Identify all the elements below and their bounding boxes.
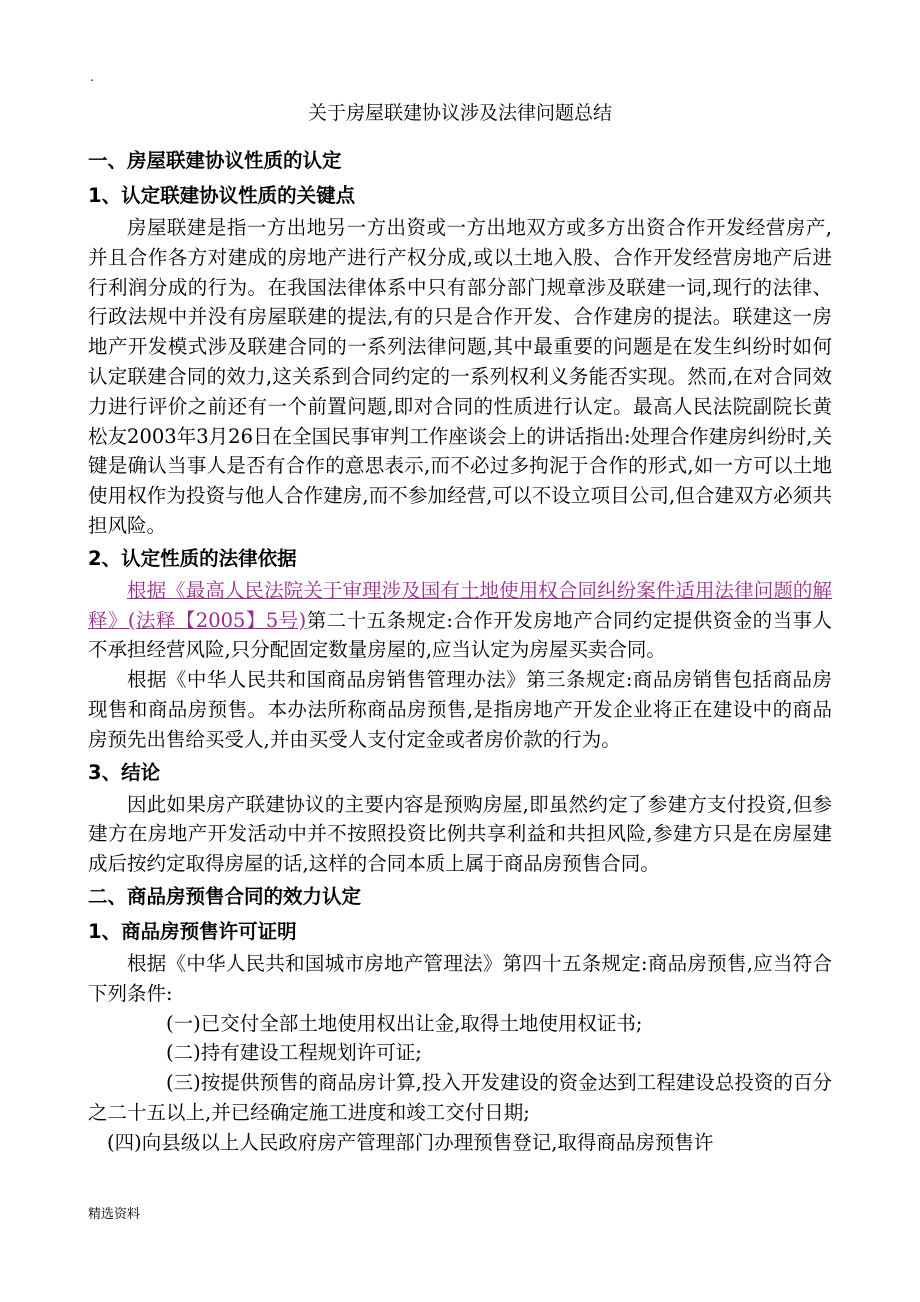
subheading-1-1: 1、认定联建协议性质的关键点 [88, 184, 356, 207]
paragraph-legal-basis-1 [88, 576, 832, 665]
judicial-interpretation-link[interactable]: 根据《最高人民法院关于审理涉及国有土地使用权合同纠纷案件适用法律问题的解释》(法释【2005】5号) [88, 578, 832, 632]
page-marker: . [90, 70, 94, 84]
section-heading-2: 二、商品房预售合同的效力认定 [88, 884, 362, 908]
page-footer: 精选资料 [88, 1207, 141, 1222]
document-title: 关于房屋联建协议涉及法律问题总结 [307, 102, 612, 124]
condition-item-1: (一)已交付全部土地使用权出让金,取得土地使用权证书; [166, 1011, 643, 1035]
document-body [88, 143, 832, 1158]
paragraph-presale-permit: 根据《中华人民共和国城市房地产管理法》第四十五条规定:商品房预售,应当符合下列条件: [88, 951, 832, 1005]
subheading-2-1: 1、商品房预售许可证明 [88, 919, 297, 943]
section-heading-1: 一、房屋联建协议性质的认定 [88, 149, 342, 172]
subheading-1-2: 2、认定性质的法律依据 [88, 546, 297, 570]
condition-item-3: (三)按提供预售的商品房计算,投入开发建设的资金达到工程建设总投资的百分之二十五以上,并已经确定施工进度和竣工交付日期; [88, 1071, 832, 1124]
paragraph-legal-basis-1-text: 第二十五条规定:合作开发房地产合同约定提供资金的当事人不承担经营风险,只分配固定数量房屋的,应当认定为房屋买卖合同。 [88, 608, 833, 662]
paragraph-legal-basis-2: 根据《中华人民共和国商品房销售管理办法》第三条规定:商品房销售包括商品房现售和商品房预售。本办法所称商品房预售,是指房地产开发企业将正在建设中的商品房预先出售给买受人,并由买受人支付定金或者房价款的行为。 [88, 668, 832, 751]
subheading-1-3: 3、结论 [88, 760, 161, 784]
paragraph-key-points: 房屋联建是指一方出地另一方出资或一方出地双方或多方出资合作开发经营房产,并且合作各方对建成的房地产进行产权分成,或以土地入股、合作开发经营房地产后进行利润分成的行为。在我国法律体系中只有部分部门规章涉及联建一词,现行的法律、行政法规中并没有房屋联建的提法,有的只是合作开发、合作建房的提法。联建这一房地产开发模式涉及联建合同的一系列法律问题,其中最重要的问题是在发生纠纷时如何认定联建合同的效力,这关系到合同约定的一系列权利义务能否实现。然而,在对合同效力进行评价之前还有一个前置问题,即对合同的性质进行认定。最高人民法院副院长黄松友2003年3月26日在全国民事审判工作座谈会上的讲话指出:处理合作建房纠纷时,关键是确认当事人是否有合作的意思表示,而不必过多拘泥于合作的形式,如一方可以土地使用权作为投资与他人合作建房,而不参加经营,可以不设立项目公司,但合建双方必须共担风险。 [88, 216, 832, 537]
paragraph-conclusion: 因此如果房产联建协议的主要内容是预购房屋,即虽然约定了参建方支付投资,但参建方在房地产开发活动中并不按照投资比例共享利益和共担风险,参建方只是在房屋建成后按约定取得房屋的话,这样的合同本质上属于商品房预售合同。 [88, 792, 832, 876]
condition-item-4: (四)向县级以上人民政府房产管理部门办理预售登记,取得商品房预售许 [107, 1130, 714, 1154]
condition-item-2: (二)持有建设工程规划许可证; [166, 1041, 422, 1065]
